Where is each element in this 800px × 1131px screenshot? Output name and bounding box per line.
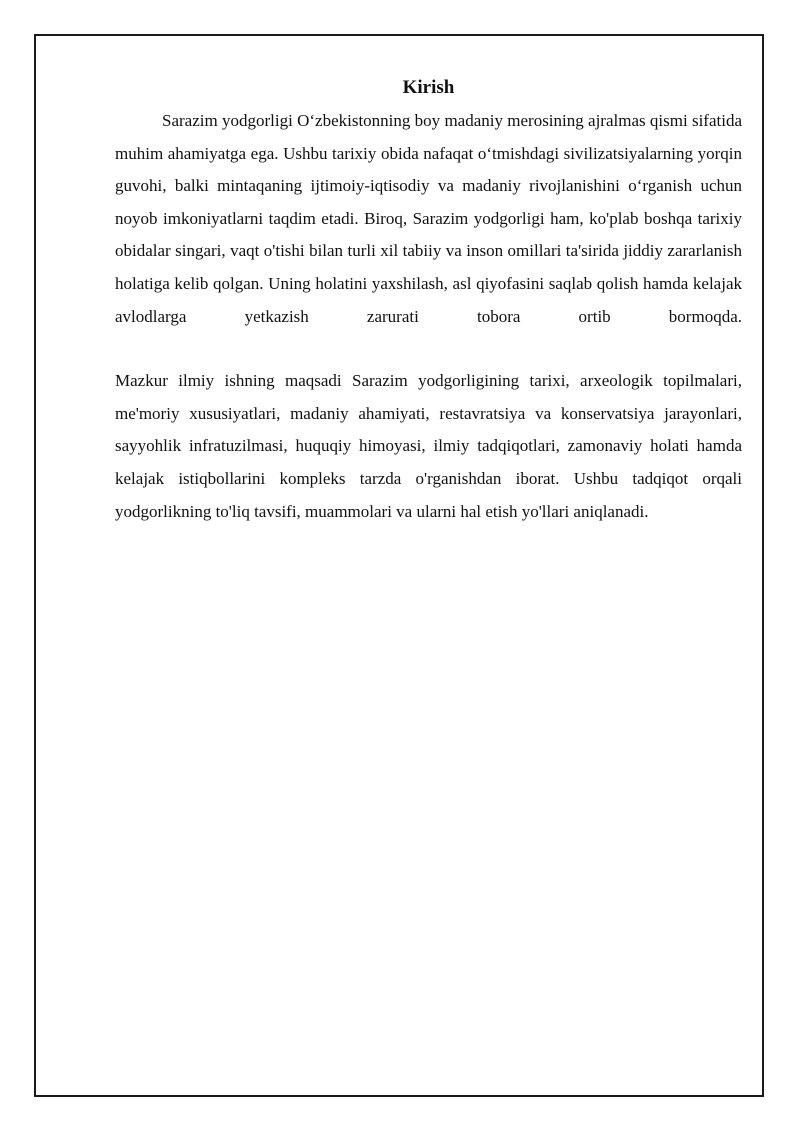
document-body (115, 74, 742, 528)
paragraph-purpose: Mazkur ilmiy ishning maqsadi Sarazim yodgorligining tarixi, arxeologik topilmalari, me'moriy xususiyatlari, madaniy ahamiyati, restavratsiya va konservatsiya jarayonlari, sayyohlik infratuzilmasi, huquqiy himoyasi, ilmiy tadqiqotlari, zamonaviy holati hamda kelajak istiqbollarini kompleks tarzda o'rganishdan iborat. Ushbu tadqiqot orqali yodgorlikning to'liq tavsifi, muammolari va ularni hal etish yo'llari aniqlanadi. (115, 371, 742, 521)
paragraph-spacer (115, 333, 742, 365)
section-title: Kirish (402, 77, 455, 98)
paragraph-introduction: Sarazim yodgorligi O‘zbekistonning boy madaniy merosining ajralmas qismi sifatida muhim ahamiyatga ega. Ushbu tarixiy obida nafaqat o‘tmishdagi sivilizatsiyalarning yorqin guvohi, balki mintaqaning ijtimoiy-iqtisodiy va madaniy rivojlanishini o‘rganish uchun noyob imkoniyatlarni taqdim etadi. Biroq, Sarazim yodgorligi ham, ko'plab boshqa tarixiy obidalar singari, vaqt o'tishi bilan turli xil tabiiy va inson omillari ta'sirida jiddiy zararlanish holatiga kelib qolgan. Uning holatini yaxshilash, asl qiyofasini saqlab qolish hamda kelajak avlodlarga yetkazish zarurati tobora ortib bormoqda. (115, 111, 742, 326)
